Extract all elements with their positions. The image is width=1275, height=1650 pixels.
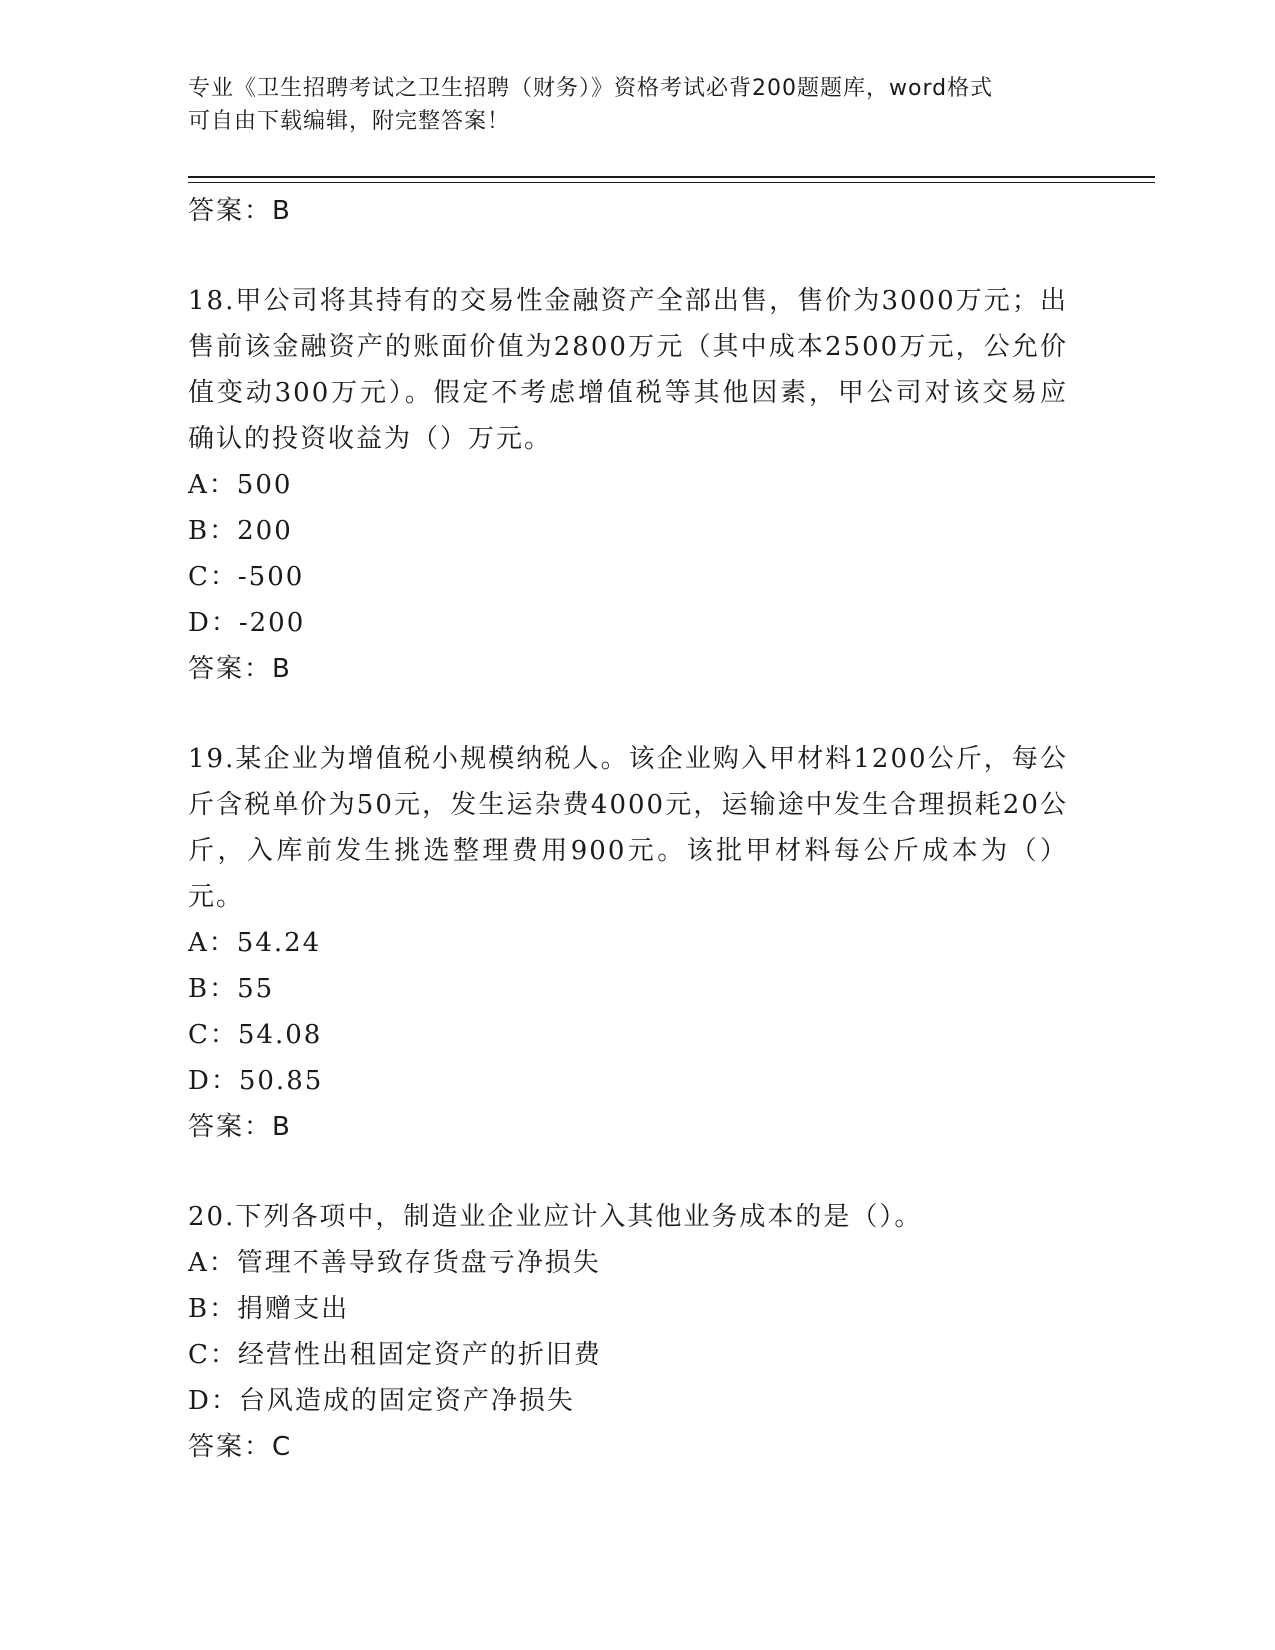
question-list [188,188,1068,1470]
option-d: D：台风造成的固定资产净损失 [188,1386,575,1416]
answer-line: 答案：B [188,196,292,226]
question-stem: 18.甲公司将其持有的交易性金融资产全部出售，售价为3000万元；出售前该金融资产的账面价值为2800万元（其中成本2500万元，公允价值变动300万元）。假定不考虑增值税等其他因素，甲公司对该交易应确认的投资收益为（）万元。 [188,286,1068,454]
option-d: D：-200 [188,608,306,638]
option-a: A：管理不善导致存货盘亏净损失 [188,1248,601,1278]
header-line-2: 可自由下载编辑，附完整答案！ [188,109,511,134]
option-c: C：54.08 [188,1020,323,1050]
question-stem: 20.下列各项中，制造业企业应计入其他业务成本的是（）。 [188,1202,923,1232]
answer-line: 答案：C [188,1432,293,1462]
header-rule-thin [188,182,1155,183]
option-c: C：-500 [188,562,305,592]
header-rule-thick [188,176,1155,178]
question-stem: 19.某企业为增值税小规模纳税人。该企业购入甲材料1200公斤，每公斤含税单价为50元，发生运杂费4000元，运输途中发生合理损耗20公斤，入库前发生挑选整理费用900元。该批甲材料每公斤成本为（）元。 [188,744,1068,912]
header-line-1: 专业《卫生招聘考试之卫生招聘（财务）》资格考试必背200题题库，word格式 [188,76,994,101]
option-a: A：500 [188,470,293,500]
option-b: B：捐赠支出 [188,1294,350,1324]
answer-line: 答案：B [188,654,292,684]
option-b: B：200 [188,516,293,546]
answer-line: 答案：B [188,1112,292,1142]
question-19 [188,736,1068,1150]
option-c: C：经营性出租固定资产的折旧费 [188,1340,602,1370]
question-18 [188,278,1068,692]
option-b: B：55 [188,974,275,1004]
page-header [188,72,1068,138]
option-a: A：54.24 [188,928,322,958]
option-d: D：50.85 [188,1066,324,1096]
question-20 [188,1194,1068,1470]
